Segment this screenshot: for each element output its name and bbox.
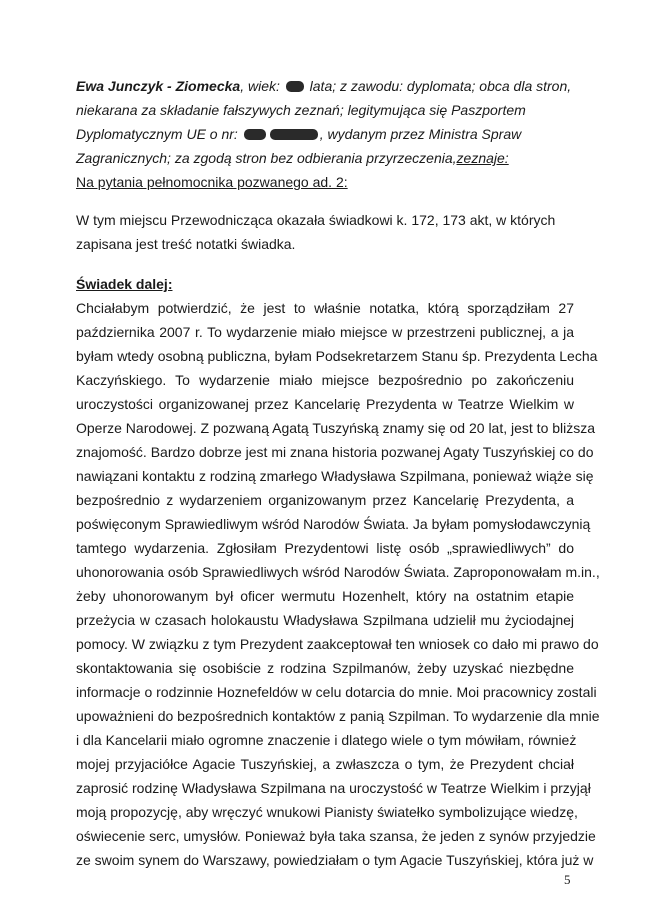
intro-line-4: Zagranicznych; za zgodą stron bez odbierania przyrzeczenia, zeznaje: — [76, 146, 574, 170]
section-heading: Świadek dalej: — [76, 276, 173, 292]
testimony-line: informacje o rodzinnie Hoznefeldów w celu dotarcia do mnie. Moi pracownicy zostali — [76, 684, 597, 700]
testimony-line: żeby uhonorowanym był oficer wermutu Hozenhelt, który na ostatnim etapie — [76, 588, 574, 604]
witness-testimony — [76, 296, 600, 872]
zeznaje-label: zeznaje: — [456, 150, 509, 166]
testimony-line: Operze Narodowej. Z pozwaną Agatą Tuszyńską znamy się od 20 lat, jest to bliższa — [76, 420, 596, 436]
testimony-line: pomocy. W związku z tym Prezydent zaakceptował ten wniosek co dało mi prawo do — [76, 636, 599, 652]
testimony-line: moją propozycję, aby wręczyć wnukowi Pianisty światełko symbolizujące wiedzę, — [76, 804, 578, 820]
redaction-mark — [244, 129, 266, 140]
page-number: 5 — [564, 872, 571, 887]
testimony-line: byłam wtedy osobną publiczna, byłam Podsekretarzem Stanu śp. Prezydenta Lecha — [76, 348, 598, 364]
witness-name: Ewa Junczyk - Ziomecka — [76, 78, 241, 94]
intro-line-3: Dyplomatycznym UE o nr: , wydanym przez Ministra Spraw — [76, 126, 522, 142]
testimony-line: tamtego wydarzenia. Zgłosiłam Prezydentowi listę osób „sprawiedliwych” do — [76, 540, 574, 556]
redaction-mark — [270, 129, 318, 140]
question-line: Na pytania pełnomocnika pozwanego ad. 2: — [76, 174, 348, 190]
testimony-line: i dla Kancelarii miało ogromne znaczenie i dlatego wiele o tym mówiłam, również — [76, 732, 577, 748]
court-note — [76, 208, 574, 256]
testimony-line: bezpośrednio z wydarzeniem organizowanym przez Kancelarię Prezydenta, a — [76, 492, 574, 508]
testimony-line: mojej przyjaciółce Agacie Tuszyńskiej, a zwłaszcza o tym, że Prezydent chciał — [76, 756, 574, 772]
testimony-line: uroczystości organizowanej przez Kancelarię Prezydenta w Teatrze Wielkim w — [76, 396, 574, 412]
testimony-line: nawiązani kontaktu z rodziną zmarłego Władysława Szpilmana, ponieważ wiąże się — [76, 468, 594, 484]
testimony-line: Chciałabym potwierdzić, że jest to właśnie notatka, którą sporządziłam 27 — [76, 300, 574, 316]
testimony-line: zaprosić rodzinę Władysława Szpilmana na uroczystość w Teatrze Wielkim i przyjął — [76, 780, 591, 796]
redaction-mark — [286, 81, 304, 92]
testimony-line: ze swoim synem do Warszawy, powiedziałam o tym Agacie Tuszyńskiej, która już w — [76, 852, 594, 868]
intro-line-2: niekarana za składanie fałszywych zeznań; legitymująca się Paszportem — [76, 102, 526, 118]
testimony-line: przeżycia w czasach holokaustu Władysława Szpilmana udzielił mu życiodajnej — [76, 612, 574, 628]
testimony-line: znajomość. Bardzo dobrze jest mi znana historia pozwanej Agaty Tuszyńskiej co do — [76, 444, 594, 460]
testimony-line: Kaczyńskiego. To wydarzenie miało miejsce bezpośrednio po zakończeniu — [76, 372, 574, 388]
note-line: zapisana jest treść notatki świadka. — [76, 236, 296, 252]
intro-line-1: Ewa Junczyk - Ziomecka, wiek: lata; z zawodu: dyplomata; obca dla stron, — [76, 78, 572, 94]
testimony-line: uhonorowania osób Sprawiedliwych wśród Narodów Świata. Zaproponowałam m.in., — [76, 564, 600, 580]
note-line: W tym miejscu Przewodnicząca okazała świadkowi k. 172, 173 akt, w których — [76, 212, 556, 228]
testimony-line: skontaktowania się osobiście z rodzina Szpilmanów, żeby uzyskać niezbędne — [76, 660, 574, 676]
testimony-line: października 2007 r. To wydarzenie miało miejsce w przestrzeni publicznej, a ja — [76, 324, 574, 340]
testimony-line: poświęconym Sprawiedliwym wśród Narodów Świata. Ja byłam pomysłodawczynią — [76, 516, 591, 532]
testimony-line: upoważnieni do bezpośrednich kontaktów z panią Szpilman. To wydarzenie dla mnie — [76, 708, 600, 724]
witness-intro — [76, 74, 574, 194]
testimony-line: oświecenie serc, umysłów. Ponieważ była taka szansa, że jeden z synów przyjedzie — [76, 828, 596, 844]
